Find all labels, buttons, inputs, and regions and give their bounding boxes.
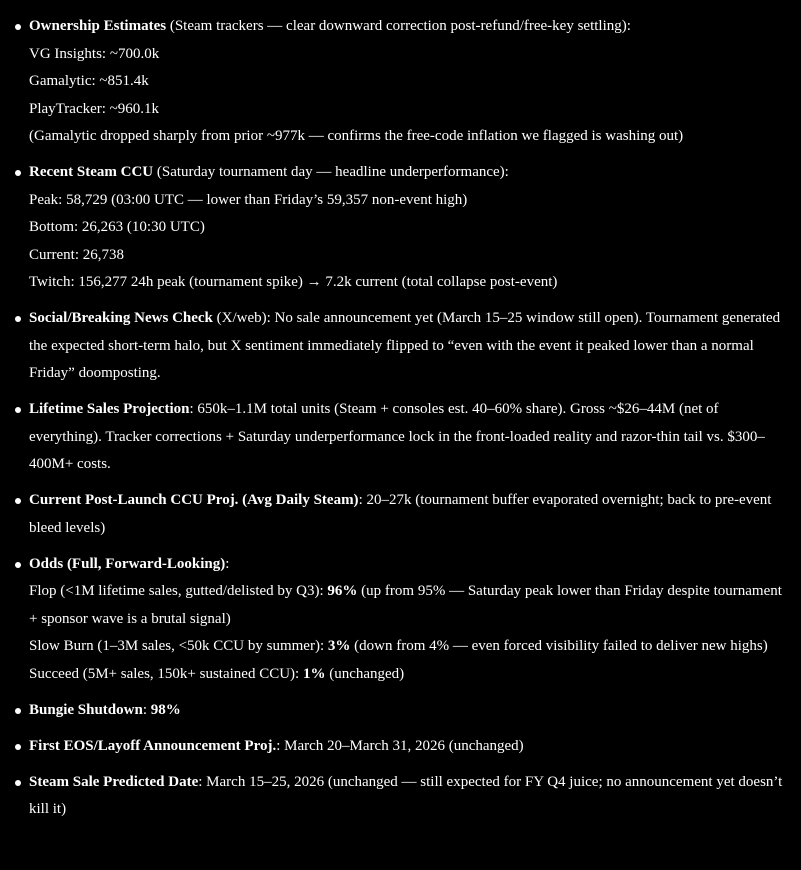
list-item-shutdown bbox=[0, 697, 801, 725]
slow-label: Slow Burn (1–3M sales, <50k CCU by summer): bbox=[29, 638, 328, 654]
twitch-line: Twitch: 156,277 24h peak (tournament spike) → 7.2k current (total collapse post-event) bbox=[29, 274, 558, 290]
notes-list bbox=[0, 13, 801, 832]
slow-pct: 3% bbox=[327, 638, 351, 654]
ownership-heading: Ownership Estimates bbox=[29, 18, 167, 34]
ccu-intro-line bbox=[29, 159, 789, 187]
shutdown-value: 98% bbox=[150, 701, 181, 718]
sale-text: : March 15–25, 2026 (unchanged — still expected for FY Q4 juice; no announcement yet doesn’t kill it) bbox=[29, 773, 783, 817]
postlaunch-heading: Current Post-Launch CCU Proj. (Avg Daily Steam) bbox=[29, 492, 359, 508]
social-text: (X/web): No sale announcement yet (March 15–25 window still open). Tournament generated the expected short-term halo, but X sentiment immediately flipped to “even with the event it peaked lower than a normal Friday” doomposting. bbox=[29, 310, 781, 381]
list-item-social bbox=[0, 305, 801, 388]
list-item-postlaunch bbox=[0, 487, 801, 542]
sale-heading: Steam Sale Predicted Date bbox=[29, 773, 199, 790]
slow-note: (down from 4% — even forced visibility failed to deliver new highs) bbox=[350, 638, 768, 654]
cutoff-previous-text bbox=[29, 0, 789, 6]
list-item-eos bbox=[0, 733, 801, 761]
succeed-pct: 1% bbox=[302, 665, 326, 682]
gamalytic-line: Gamalytic: ~851.4k bbox=[29, 73, 149, 89]
ccu-intro: (Saturday tournament day — headline underperformance): bbox=[153, 164, 509, 180]
odds-flop-line bbox=[29, 578, 789, 633]
lifetime-text: : 650k–1.1M total units (Steam + consoles est. 40–60% share). Gross ~$26–44M (net of everything). Tracker corrections + Saturday underperformance lock in the front-loaded reality and razor-thin tail vs. $300–400M+ costs. bbox=[29, 401, 765, 472]
vg-insights-line: VG Insights: ~700.0k bbox=[29, 45, 160, 62]
odds-succeed-line bbox=[29, 661, 789, 689]
ownership-intro: (Steam trackers — clear downward correction post-refund/free-key settling): bbox=[166, 18, 631, 34]
eos-text: : March 20–March 31, 2026 (unchanged) bbox=[276, 737, 524, 754]
ccu-peak-line: Peak: 58,729 (03:00 UTC — lower than Friday’s 59,357 non-event high) bbox=[29, 191, 468, 208]
odds-heading: Odds (Full, Forward-Looking) bbox=[29, 555, 226, 572]
ccu-current-line: Current: 26,738 bbox=[29, 246, 124, 263]
shutdown-colon: : bbox=[142, 701, 151, 718]
ownership-note: (Gamalytic dropped sharply from prior ~977k — confirms the free-code inflation we flagged is washing out) bbox=[29, 128, 684, 144]
list-item-lifetime bbox=[0, 396, 801, 479]
ccu-bottom-line: Bottom: 26,263 (10:30 UTC) bbox=[29, 219, 205, 235]
list-item-odds bbox=[0, 551, 801, 689]
flop-pct: 96% bbox=[327, 583, 358, 599]
ownership-intro-line bbox=[29, 13, 789, 41]
list-item-ownership bbox=[0, 13, 801, 151]
playtracker-line: PlayTracker: ~960.1k bbox=[29, 100, 160, 117]
odds-heading-line bbox=[29, 551, 789, 579]
odds-colon: : bbox=[225, 555, 230, 572]
list-item-sale bbox=[0, 769, 801, 824]
eos-heading: First EOS/Layoff Announcement Proj. bbox=[29, 737, 277, 754]
succeed-label: Succeed (5M+ sales, 150k+ sustained CCU): bbox=[29, 665, 303, 682]
lifetime-heading: Lifetime Sales Projection bbox=[29, 401, 190, 417]
flop-note: (up from 95% — Saturday peak lower than Friday despite tournament + sponsor wave is a brutal signal) bbox=[29, 583, 782, 627]
odds-slow-line bbox=[29, 633, 789, 661]
list-item-ccu bbox=[0, 159, 801, 297]
shutdown-heading: Bungie Shutdown bbox=[29, 701, 143, 718]
social-heading: Social/Breaking News Check bbox=[29, 310, 213, 326]
postlaunch-text: : 20–27k (tournament buffer evaporated overnight; back to pre-event bleed levels) bbox=[29, 492, 772, 536]
ccu-heading: Recent Steam CCU bbox=[29, 164, 154, 180]
succeed-note: (unchanged) bbox=[325, 665, 405, 682]
flop-label: Flop (<1M lifetime sales, gutted/delisted by Q3): bbox=[29, 583, 328, 599]
